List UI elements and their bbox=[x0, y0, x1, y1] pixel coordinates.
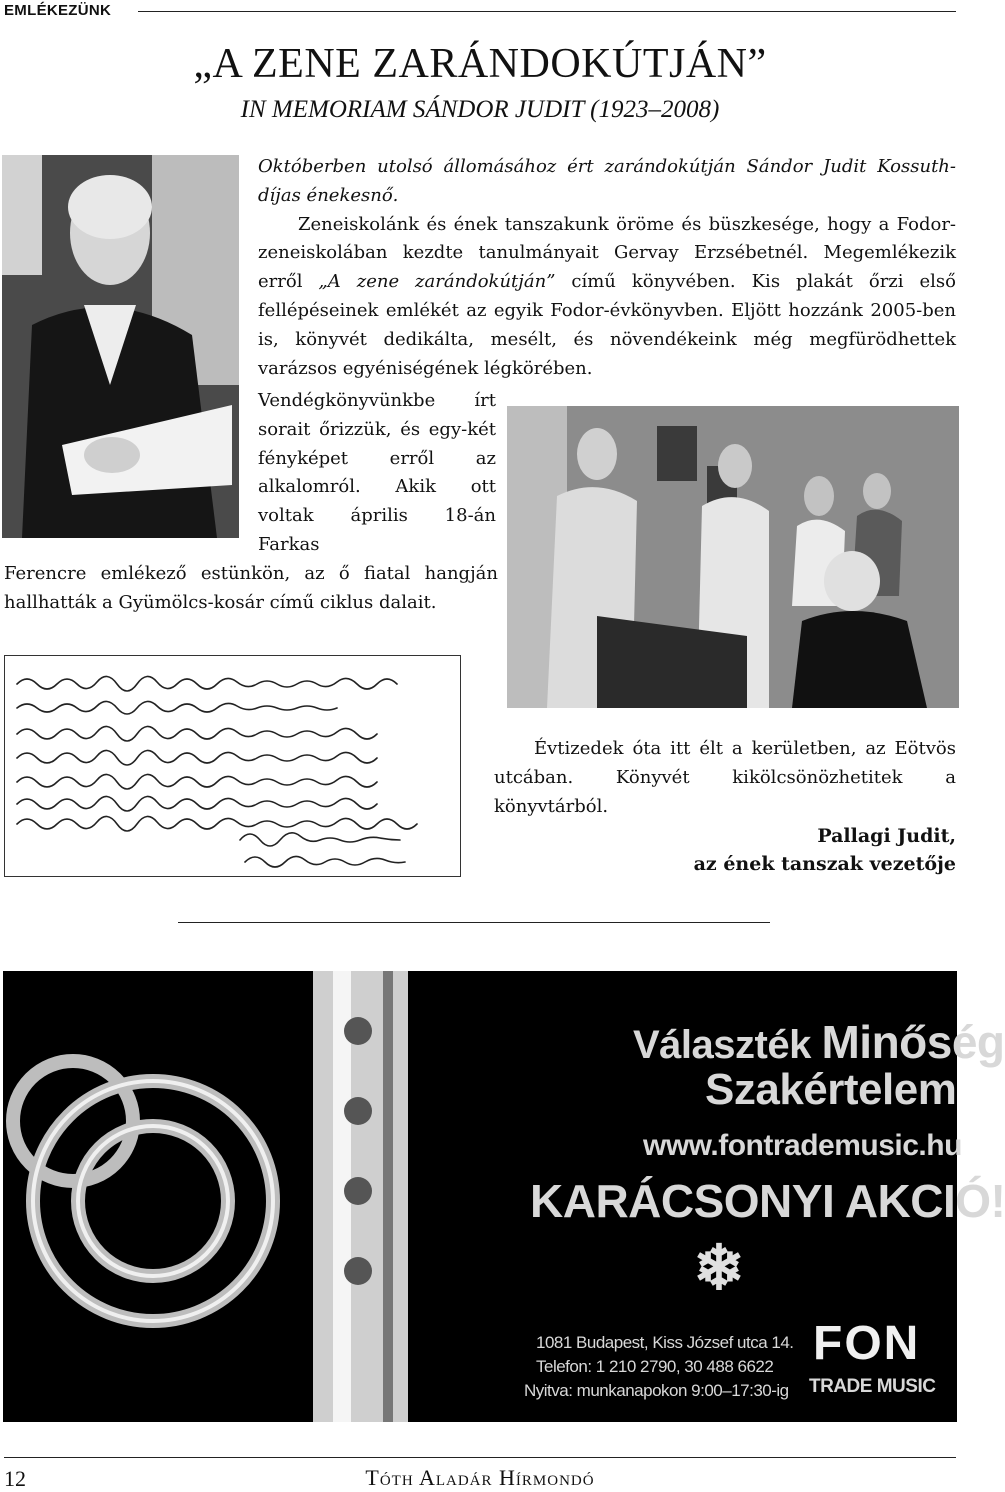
guestbook-handwriting bbox=[4, 655, 461, 877]
paragraph-1-text-b: című könyvében. Kis plakát őrzi első fellépéseinek emlékét az egyik Fodor-évkönyvben. Eljött hozzánk 2005-ben is, könyvét dedikálta, mesélt, és növendékeink még megfürödhettek varázsos egyéniségének légkörében. bbox=[258, 271, 956, 379]
portrait-photo bbox=[2, 155, 239, 538]
lead-paragraph bbox=[258, 153, 956, 383]
paragraph-4: Évtizedek óta itt élt a kerületben, az Eötvös utcában. Könyvét kikölcsönözhetitek a könyvtárból. bbox=[494, 738, 956, 817]
journal-name: Tóth Aladár Hírmondó bbox=[365, 1465, 595, 1490]
article-title: „A ZENE ZARÁNDOKÚTJÁN” bbox=[193, 41, 767, 87]
advertisement bbox=[3, 971, 1005, 1422]
signature-role: az ének tanszak vezetője bbox=[693, 853, 956, 875]
ad-logo-subtitle: TRADE MUSIC bbox=[809, 1376, 936, 1397]
section-divider bbox=[178, 922, 770, 923]
paragraph-1 bbox=[258, 211, 956, 384]
lead-text: Októberben utolsó állomásához ért zarándokútján Sándor Judit Kossuth-díjas énekesnő. bbox=[258, 156, 956, 206]
header-rule bbox=[138, 11, 956, 12]
signature-name: Pallagi Judit, bbox=[817, 825, 956, 847]
ad-address: 1081 Budapest, Kiss József utca 14. bbox=[536, 1333, 794, 1352]
snowflake-icon: ❄ bbox=[693, 1234, 745, 1303]
ad-logo: FON bbox=[813, 1317, 921, 1370]
ad-line-2: Szakértelem bbox=[705, 1065, 957, 1114]
event-photo bbox=[507, 406, 959, 708]
ad-phone: Telefon: 1 210 2790, 30 488 6622 bbox=[536, 1357, 774, 1376]
footer-rule bbox=[4, 1457, 956, 1458]
ad-line-1a: Választék bbox=[633, 1023, 811, 1067]
instrument-image bbox=[3, 971, 523, 1422]
ad-headline: KARÁCSONYI AKCIÓ! bbox=[530, 1175, 1005, 1227]
ad-hours: Nyitva: munkanapokon 9:00–17:30-ig bbox=[524, 1381, 789, 1400]
ad-line-1b: Minőség bbox=[821, 1016, 1005, 1068]
section-label: EMLÉKEZÜNK bbox=[4, 2, 112, 19]
paragraph-1-text-a: Zeneiskolánk és ének tanszakunk öröme és büszkesége, hogy a Fodor-zeneiskolában kezdte tanulmányait Gervay Erzsébetnél. Megemlékezik erről bbox=[258, 213, 956, 293]
book-title: „A zene zarándokútján” bbox=[318, 271, 556, 293]
article-subtitle: IN MEMORIAM SÁNDOR JUDIT (1923–2008) bbox=[240, 96, 720, 123]
page-number: 12 bbox=[4, 1466, 26, 1491]
paragraph-2: Vendégkönyvünkbe írt sorait őrizzük, és egy-két fényképet erről az alkalomról. Akik ott voltak április 18-án Farkas bbox=[258, 390, 496, 555]
ad-line-1 bbox=[633, 1015, 1005, 1069]
paragraph-3: Ferencre emlékező estünkön, az ő fiatal hangján hallhatták a Gyümölcs-kosár című ciklus dalait. bbox=[4, 563, 498, 613]
ad-url: www.fontrademusic.hu bbox=[643, 1129, 962, 1162]
